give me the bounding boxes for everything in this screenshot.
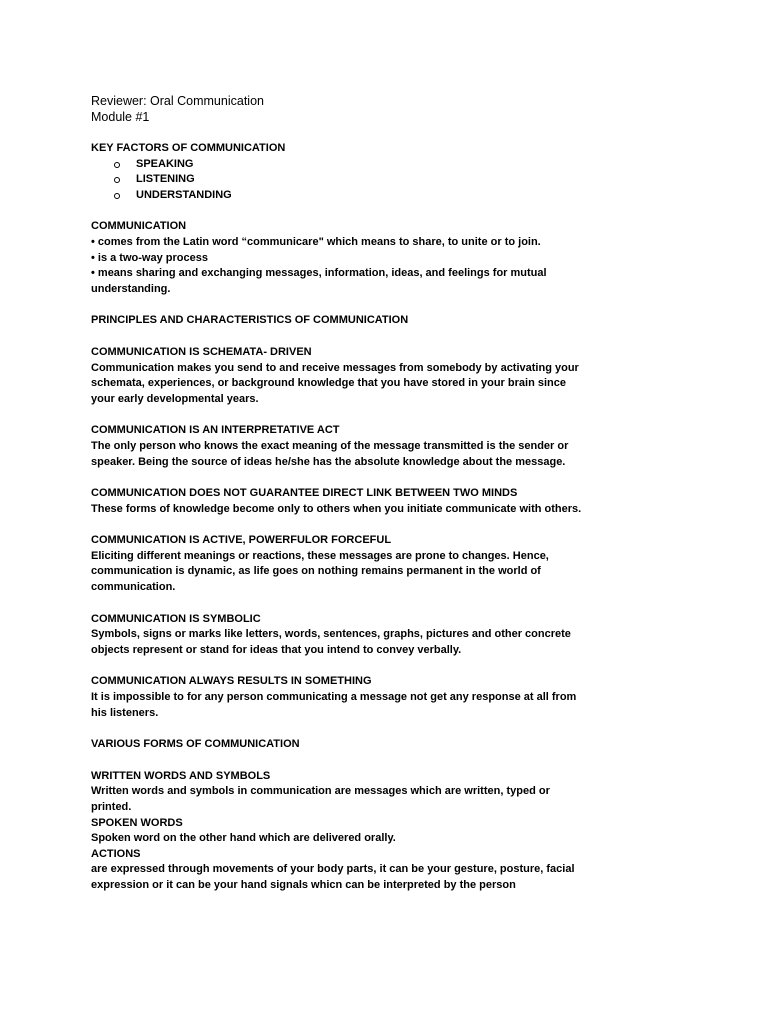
document-page	[91, 93, 691, 894]
principle-heading: COMMUNICATION IS SCHEMATA- DRIVEN	[91, 345, 312, 358]
principle-text: objects represent or stand for ideas that you intend to convey verbally.	[91, 643, 462, 656]
principle-text: communication.	[91, 581, 176, 594]
circle-bullet-icon	[114, 177, 120, 183]
form-heading: SPOKEN WORDS	[91, 816, 183, 829]
principle-text: schemata, experiences, or background knowledge that you have stored in your brain since	[91, 377, 566, 390]
principle-text: The only person who knows the exact meaning of the message transmitted is the sender or	[91, 439, 569, 452]
circle-bullet-icon	[114, 162, 120, 168]
communication-line: • comes from the Latin word “communicare" which means to share, to unite or to join.	[91, 235, 541, 248]
principle-heading: COMMUNICATION IS SYMBOLIC	[91, 612, 261, 625]
principle-text: Symbols, signs or marks like letters, words, sentences, graphs, pictures and other concrete	[91, 628, 571, 641]
principle-text: It is impossible to for any person communicating a message not get any response at all from	[91, 691, 577, 704]
form-text: printed.	[91, 801, 132, 813]
form-text: expression or it can be your hand signals whicn can be interpreted by the person	[91, 878, 516, 891]
list-item: UNDERSTANDING	[91, 188, 691, 204]
document-body	[91, 125, 691, 894]
document-header	[91, 93, 691, 125]
form-heading: WRITTEN WORDS AND SYMBOLS	[91, 769, 271, 782]
communication-line: • is a two-way process	[91, 251, 208, 264]
document-title: Reviewer: Oral Communication	[91, 94, 264, 108]
form-text: Spoken word on the other hand which are delivered orally.	[91, 832, 396, 845]
form-text: Written words and symbols in communication are messages which are written, typed or	[91, 785, 550, 798]
principle-heading: COMMUNICATION ALWAYS RESULTS IN SOMETHING	[91, 675, 372, 688]
principle-text: speaker. Being the source of ideas he/she has the absolute knowledge about the message.	[91, 455, 566, 468]
communication-line: understanding.	[91, 282, 171, 295]
module-number: Module #1	[91, 110, 150, 124]
form-text: are expressed through movements of your body parts, it can be your gesture, posture, facial	[91, 863, 575, 876]
key-factors-list	[91, 157, 691, 204]
list-item: LISTENING	[91, 172, 691, 188]
principle-heading: COMMUNICATION IS AN INTERPRETATIVE ACT	[91, 424, 340, 437]
principle-text: communication is dynamic, as life goes on nothing remains permanent in the world of	[91, 565, 541, 578]
communication-heading: COMMUNICATION	[91, 220, 187, 233]
communication-line: • means sharing and exchanging messages, information, ideas, and feelings for mutual	[91, 267, 547, 280]
principle-text: Eliciting different meanings or reactions, these messages are prone to changes. Hence,	[91, 549, 549, 562]
principles-heading: PRINCIPLES AND CHARACTERISTICS OF COMMUNICATION	[91, 314, 409, 327]
circle-bullet-icon	[114, 193, 120, 199]
principle-text: your early developmental years.	[91, 392, 259, 405]
principle-text: his listeners.	[91, 706, 159, 719]
key-factors-heading: KEY FACTORS OF COMMUNICATION	[91, 142, 286, 154]
principle-heading: COMMUNICATION DOES NOT GUARANTEE DIRECT LINK BETWEEN TWO MINDS	[91, 487, 518, 500]
principle-text: These forms of knowledge become only to others when you initiate communicate with others.	[91, 502, 582, 515]
forms-heading: VARIOUS FORMS OF COMMUNICATION	[91, 738, 300, 751]
form-heading: ACTIONS	[91, 847, 141, 860]
principle-text: Communication makes you send to and receive messages from somebody by activating your	[91, 361, 579, 374]
principle-heading: COMMUNICATION IS ACTIVE, POWERFULOR FORCEFUL	[91, 534, 392, 547]
list-item: SPEAKING	[91, 157, 691, 173]
